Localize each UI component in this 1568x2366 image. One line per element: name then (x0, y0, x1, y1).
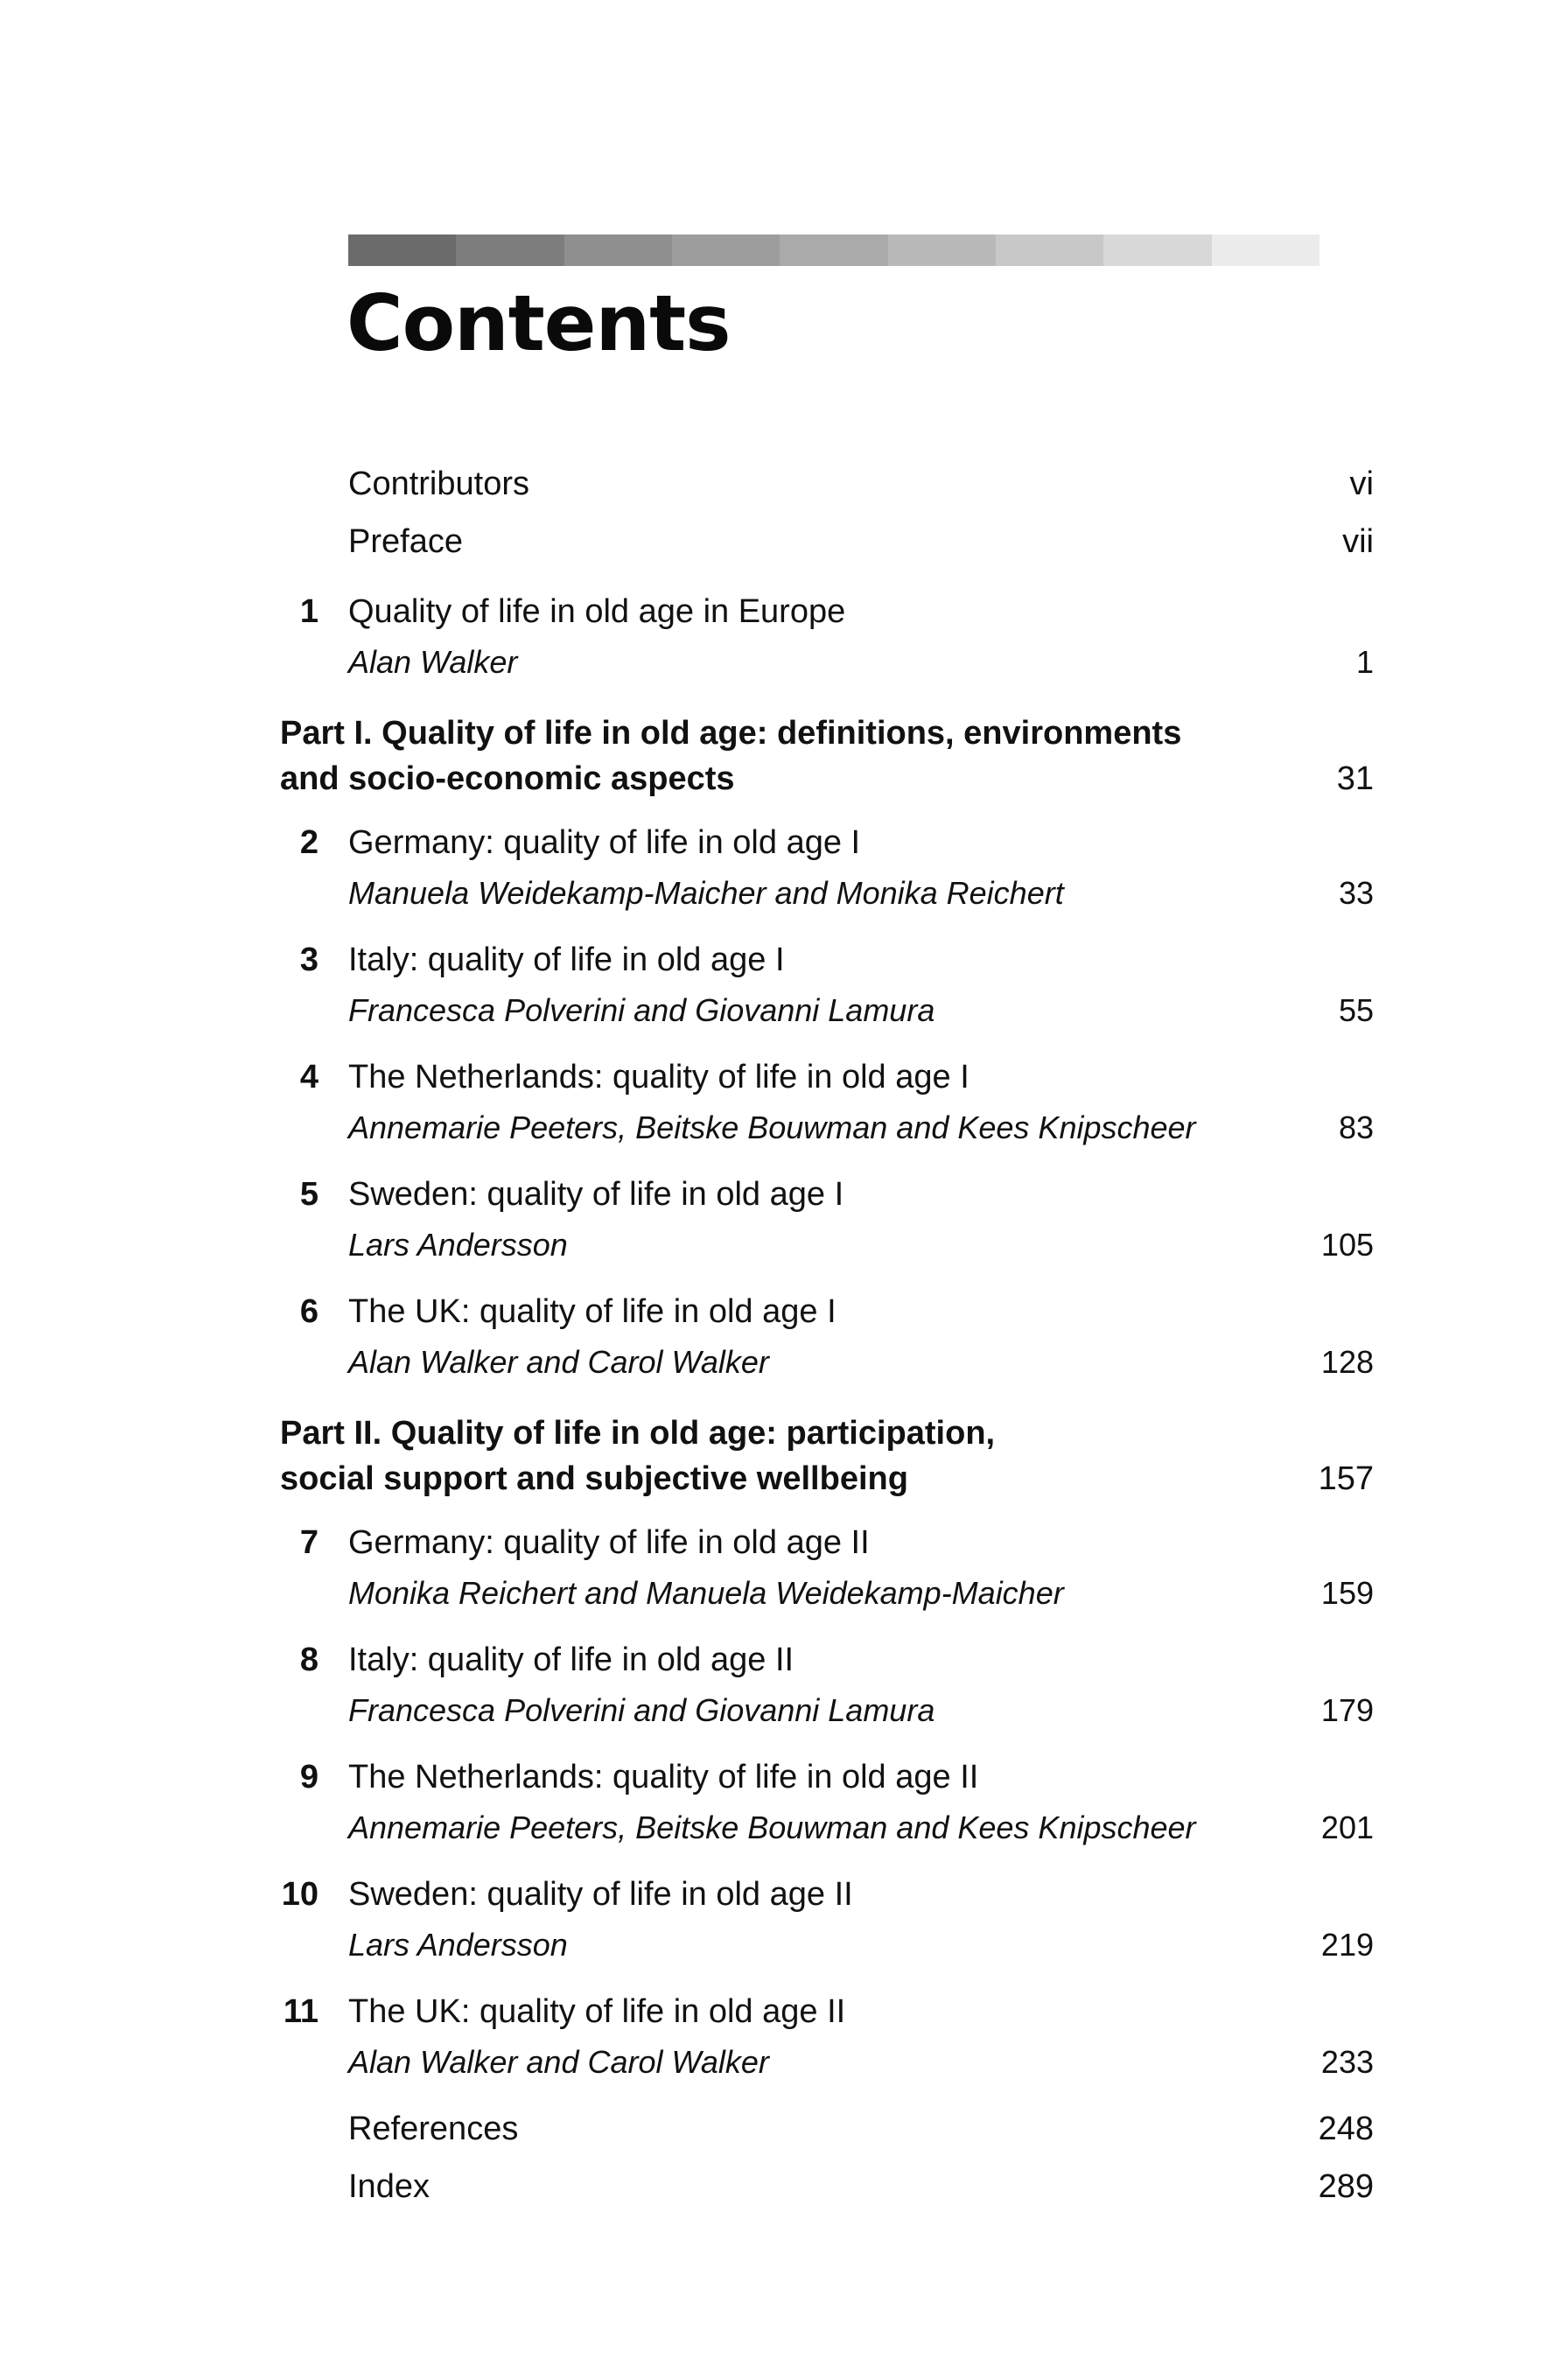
toc-chapter-7[interactable] (280, 1514, 1374, 1572)
toc-chapter-4-author (280, 1106, 1374, 1153)
chapter-author: Lars Andersson (348, 1227, 568, 1263)
part-heading: Part I. Quality of life in old age: definitions, environments (280, 715, 1182, 752)
toc-page-number: vi (1349, 466, 1374, 502)
toc-chapter-3-author (280, 989, 1374, 1036)
toc-entry-index[interactable] (280, 2158, 1374, 2216)
chapter-number: 11 (283, 1993, 318, 2030)
part-heading: Part II. Quality of life in old age: participation, (280, 1415, 996, 1452)
toc-page-number: 289 (1318, 2168, 1374, 2205)
part-heading: social support and subjective wellbeing (280, 1460, 908, 1497)
toc-page-number: 1 (1355, 644, 1374, 680)
chapter-number: 10 (281, 1876, 318, 1913)
bar-segment (996, 234, 1103, 266)
toc-chapter-8[interactable] (280, 1631, 1374, 1689)
toc-chapter-9-author (280, 1806, 1374, 1853)
toc-chapter-8-author (280, 1689, 1374, 1736)
chapter-author: Manuela Weidekamp-Maicher and Monika Reichert (348, 875, 1064, 911)
toc-page-number: vii (1342, 523, 1374, 560)
chapter-title: The Netherlands: quality of life in old age II (348, 1759, 979, 1796)
toc-chapter-2-author (280, 872, 1374, 919)
toc-page-number: 31 (1336, 760, 1374, 797)
page-title: Contents (346, 278, 731, 368)
chapter-number: 5 (299, 1176, 318, 1213)
toc-chapter-6-author (280, 1340, 1374, 1388)
part-heading: and socio-economic aspects (280, 760, 735, 797)
toc-chapter-6[interactable] (280, 1283, 1374, 1340)
chapter-title: Italy: quality of life in old age I (348, 942, 785, 978)
part-2-heading-line-2[interactable] (280, 1456, 1374, 1502)
toc-entry-preface[interactable] (280, 513, 1374, 570)
part-1-heading-line-2[interactable] (280, 756, 1374, 802)
toc-entry-references[interactable] (280, 2100, 1374, 2158)
toc-page-number: 179 (1320, 1692, 1374, 1728)
chapter-author: Alan Walker and Carol Walker (348, 2044, 769, 2080)
toc-chapter-7-author (280, 1572, 1374, 1619)
chapter-number: 7 (299, 1524, 318, 1561)
toc-page-number: 248 (1318, 2110, 1374, 2147)
toc-page-number: 105 (1320, 1227, 1374, 1263)
chapter-author: Francesca Polverini and Giovanni Lamura (348, 992, 935, 1028)
toc-chapter-1[interactable] (280, 583, 1374, 640)
chapter-author: Lars Andersson (348, 1927, 568, 1963)
chapter-number: 2 (299, 824, 318, 861)
toc-chapter-10-author (280, 1923, 1374, 1970)
chapter-title: Italy: quality of life in old age II (348, 1642, 794, 1678)
bar-segment (456, 234, 564, 266)
part-2-heading-line-1[interactable] (280, 1410, 1374, 1456)
chapter-title: The UK: quality of life in old age I (348, 1293, 836, 1330)
bar-segment (1212, 234, 1320, 266)
toc-chapter-5-author (280, 1223, 1374, 1270)
toc-chapter-9[interactable] (280, 1748, 1374, 1806)
toc-chapter-4[interactable] (280, 1048, 1374, 1106)
toc-chapter-10[interactable] (280, 1866, 1374, 1923)
bar-segment (672, 234, 780, 266)
part-1-heading-line-1[interactable] (280, 710, 1374, 756)
toc-page-number: 233 (1320, 2044, 1374, 2080)
chapter-number: 9 (299, 1759, 318, 1796)
toc-chapter-5[interactable] (280, 1166, 1374, 1223)
table-of-contents (280, 455, 1374, 2216)
chapter-title: Germany: quality of life in old age II (348, 1524, 870, 1561)
chapter-author: Alan Walker and Carol Walker (348, 1344, 769, 1380)
bar-segment (888, 234, 996, 266)
chapter-title: Quality of life in old age in Europe (348, 593, 846, 630)
toc-chapter-2[interactable] (280, 814, 1374, 872)
chapter-author: Monika Reichert and Manuela Weidekamp-Maicher (348, 1575, 1064, 1611)
chapter-number: 8 (299, 1642, 318, 1678)
toc-label: References (348, 2110, 519, 2147)
chapter-author: Francesca Polverini and Giovanni Lamura (348, 1692, 935, 1728)
chapter-title: Sweden: quality of life in old age I (348, 1176, 844, 1213)
bar-segment (1103, 234, 1211, 266)
toc-label: Preface (348, 523, 463, 560)
chapter-title: Sweden: quality of life in old age II (348, 1876, 853, 1913)
toc-page-number: 55 (1338, 992, 1374, 1028)
toc-chapter-1-author (280, 640, 1374, 688)
toc-page-number: 201 (1320, 1810, 1374, 1845)
header-gradient-bar (348, 234, 1320, 266)
toc-page-number: 157 (1318, 1460, 1374, 1497)
chapter-title: The UK: quality of life in old age II (348, 1993, 846, 2030)
chapter-author: Annemarie Peeters, Beitske Bouwman and Kees Knipscheer (348, 1810, 1196, 1845)
bar-segment (564, 234, 672, 266)
toc-page-number: 219 (1320, 1927, 1374, 1963)
chapter-author: Annemarie Peeters, Beitske Bouwman and Kees Knipscheer (348, 1110, 1196, 1145)
chapter-number: 3 (299, 942, 318, 978)
toc-label: Contributors (348, 466, 529, 502)
toc-page-number: 159 (1320, 1575, 1374, 1611)
toc-page-number: 83 (1338, 1110, 1374, 1145)
chapter-author: Alan Walker (348, 644, 518, 680)
chapter-number: 1 (299, 593, 318, 630)
toc-chapter-3[interactable] (280, 931, 1374, 989)
chapter-title: The Netherlands: quality of life in old age I (348, 1059, 970, 1096)
chapter-number: 4 (299, 1059, 318, 1096)
toc-chapter-11-author (280, 2040, 1374, 2088)
toc-label: Index (348, 2168, 430, 2205)
bar-segment (348, 234, 456, 266)
chapter-number: 6 (299, 1293, 318, 1330)
toc-entry-contributors[interactable] (280, 455, 1374, 513)
toc-page-number: 33 (1338, 875, 1374, 911)
bar-segment (780, 234, 887, 266)
toc-chapter-11[interactable] (280, 1983, 1374, 2040)
chapter-title: Germany: quality of life in old age I (348, 824, 861, 861)
toc-page-number: 128 (1320, 1344, 1374, 1380)
